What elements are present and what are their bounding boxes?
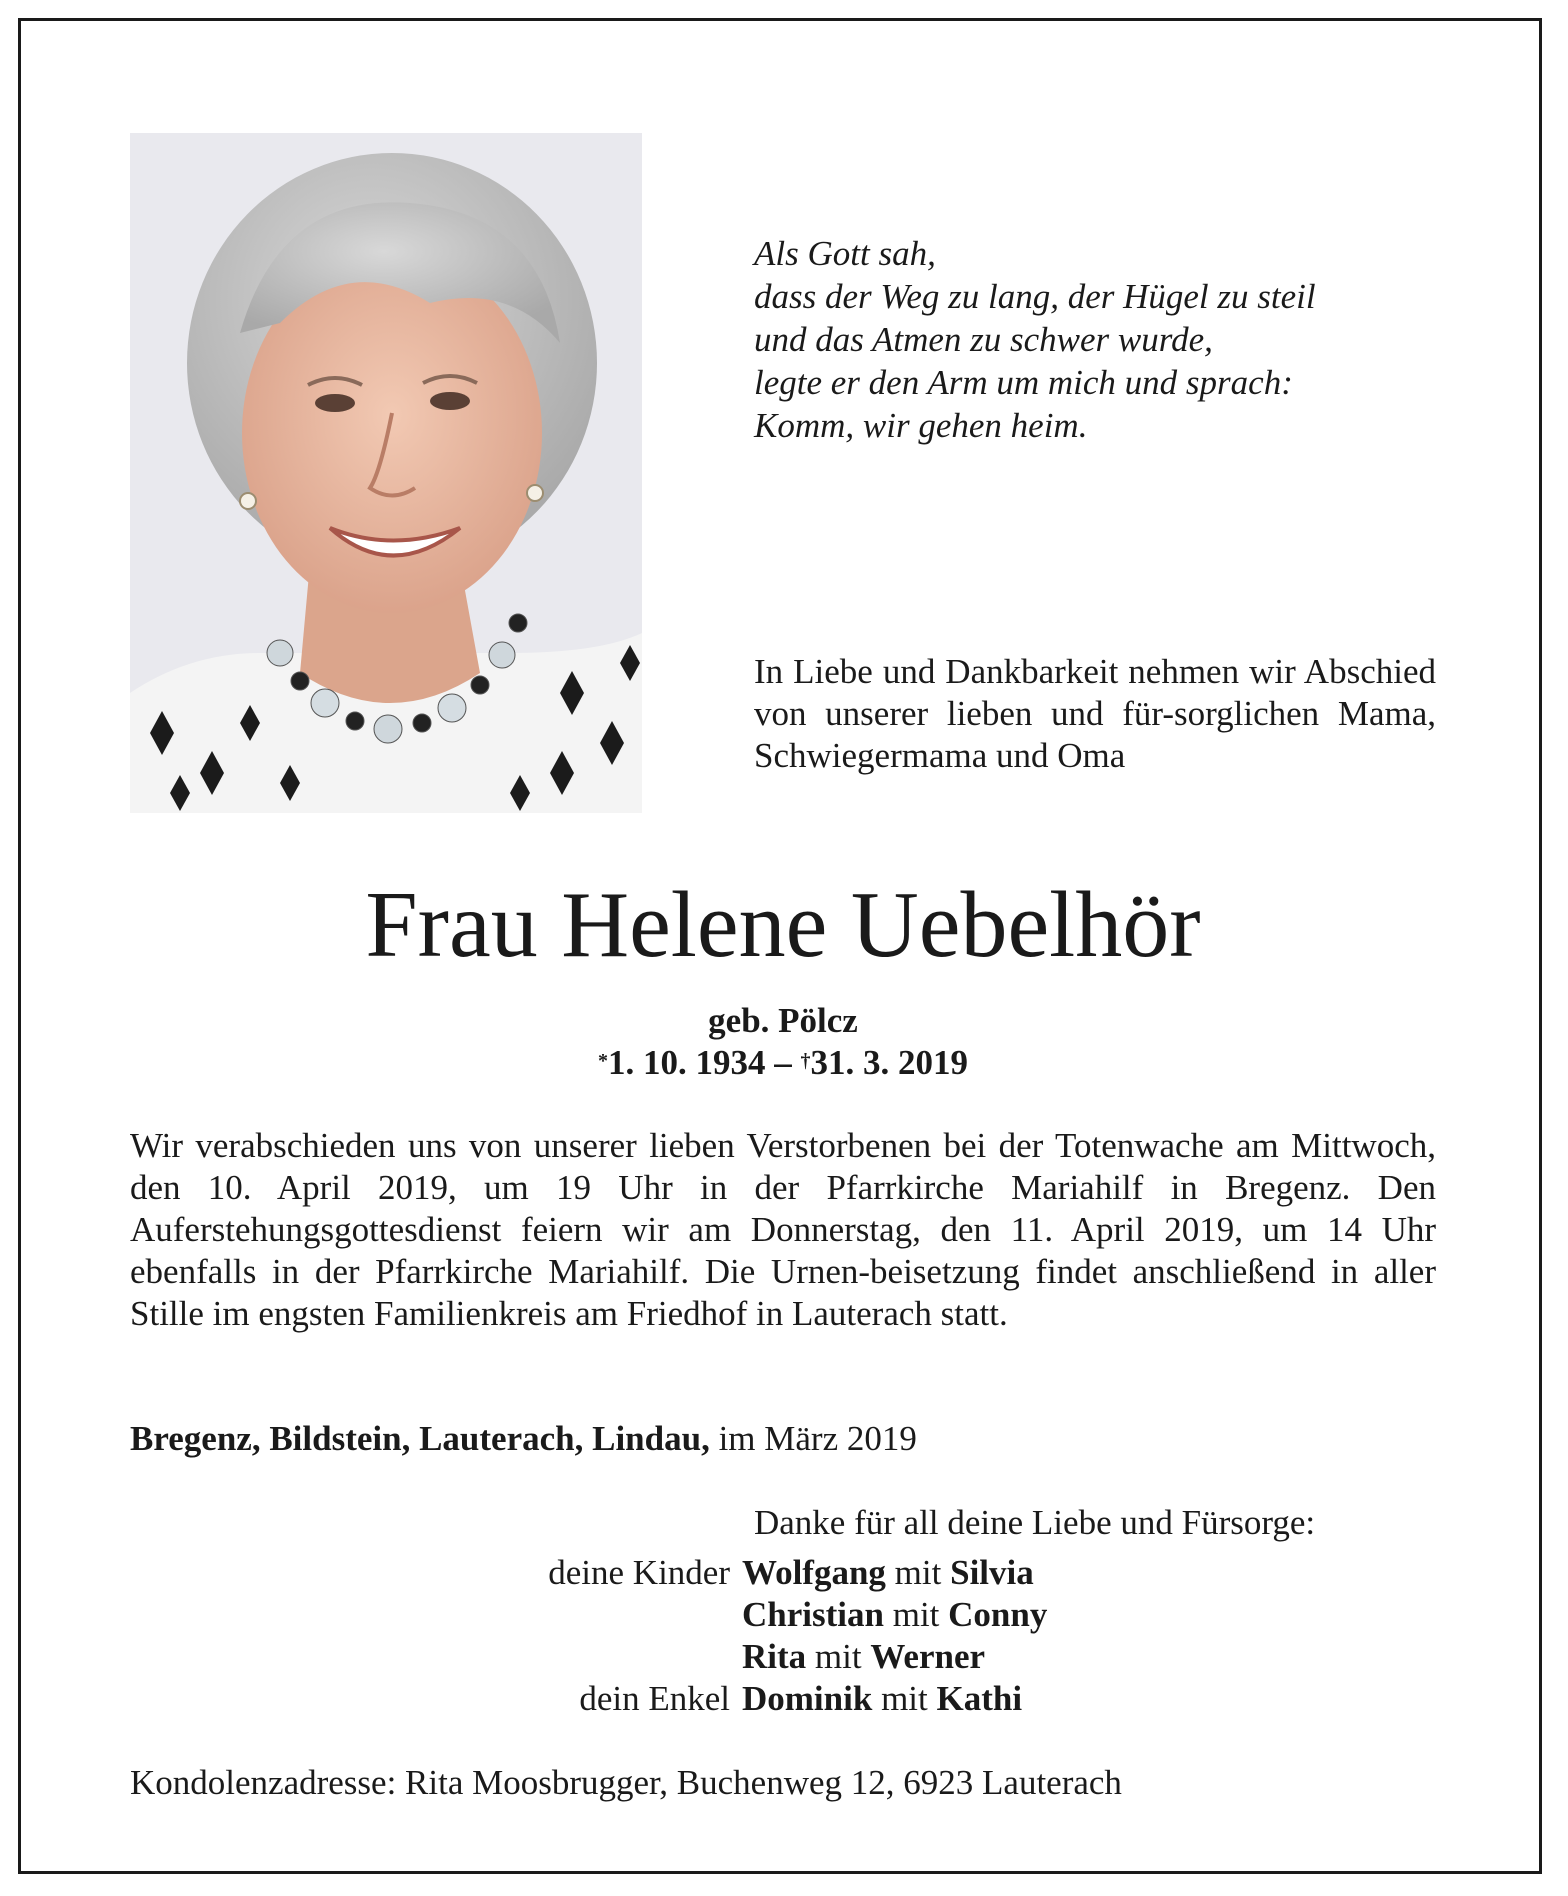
death-symbol: † — [800, 1050, 811, 1072]
places-line — [130, 1418, 1436, 1460]
maiden-name: geb. Pölcz — [708, 1001, 858, 1040]
condolence-address: Kondolenzadresse: Rita Moosbrugger, Buchenweg 12, 6923 Lauterach — [130, 1763, 1122, 1802]
deceased-name: Frau Helene Uebelhör — [365, 873, 1201, 977]
date-separator: – — [765, 1043, 801, 1082]
death-date: 31. 3. 2019 — [810, 1043, 968, 1082]
family-row — [130, 1594, 1436, 1636]
family-relation — [130, 1594, 742, 1636]
family-partner: Werner — [870, 1637, 986, 1676]
family-person: Christian — [742, 1595, 884, 1634]
family-connector: mit — [872, 1679, 937, 1718]
poem-line: und das Atmen zu schwer wurde, — [754, 320, 1213, 359]
poem — [754, 232, 1454, 447]
poem-line: Komm, wir gehen heim. — [754, 406, 1088, 445]
family-people — [742, 1594, 1047, 1636]
family-relation: deine Kinder — [548, 1553, 730, 1592]
family-partner: Conny — [948, 1595, 1048, 1634]
family-partner: Silvia — [950, 1553, 1034, 1592]
family-people — [742, 1552, 1034, 1594]
thanks-line: Danke für all deine Liebe und Fürsorge: — [754, 1503, 1316, 1542]
family-list — [130, 1552, 1436, 1720]
family-relation — [130, 1636, 742, 1678]
portrait-photo — [130, 133, 642, 813]
family-connector: mit — [885, 1553, 951, 1592]
life-dates — [130, 1042, 1436, 1084]
family-partner: Kathi — [936, 1679, 1023, 1718]
intro-text: In Liebe und Dankbarkeit nehmen wir Abschied von unserer lieben und für-sorglichen Mama, Schwiegermama und Oma — [754, 652, 1436, 775]
places-date: im März 2019 — [709, 1419, 917, 1458]
places-towns: Bregenz, Bildstein, Lauterach, Lindau, — [130, 1419, 710, 1458]
poem-line: legte er den Arm um mich und sprach: — [754, 363, 1293, 402]
family-person: Wolfgang — [742, 1553, 886, 1592]
family-row — [130, 1678, 1436, 1720]
poem-line: Als Gott sah, — [754, 234, 936, 273]
portrait-illustration — [130, 133, 642, 813]
family-row — [130, 1636, 1436, 1678]
birth-date: 1. 10. 1934 — [608, 1043, 766, 1082]
family-row — [130, 1552, 1436, 1594]
family-connector: mit — [883, 1595, 949, 1634]
family-relation: dein Enkel — [579, 1679, 730, 1718]
funeral-announcement: Wir verabschieden uns von unserer lieben Verstorbenen bei der Totenwache am Mittwoch, den 10. April 2019, um 19 Uhr in der Pfarrkirche Mariahilf in Bregenz. Den Auferstehungsgottesdienst feiern wir am Donnerstag, den 11. April 2019, um 14 Uhr ebenfalls in der Pfarrkirche Mariahilf. Die Urnen-beisetzung findet anschließend in aller Stille im engsten Familienkreis am Friedhof in Lauterach statt. — [130, 1126, 1436, 1333]
family-connector: mit — [806, 1637, 871, 1676]
birth-symbol: * — [598, 1050, 608, 1072]
family-person: Dominik — [742, 1679, 873, 1718]
family-people — [742, 1678, 1022, 1720]
poem-line: dass der Weg zu lang, der Hügel zu steil — [754, 277, 1316, 316]
family-person: Rita — [742, 1637, 807, 1676]
family-people — [742, 1636, 985, 1678]
